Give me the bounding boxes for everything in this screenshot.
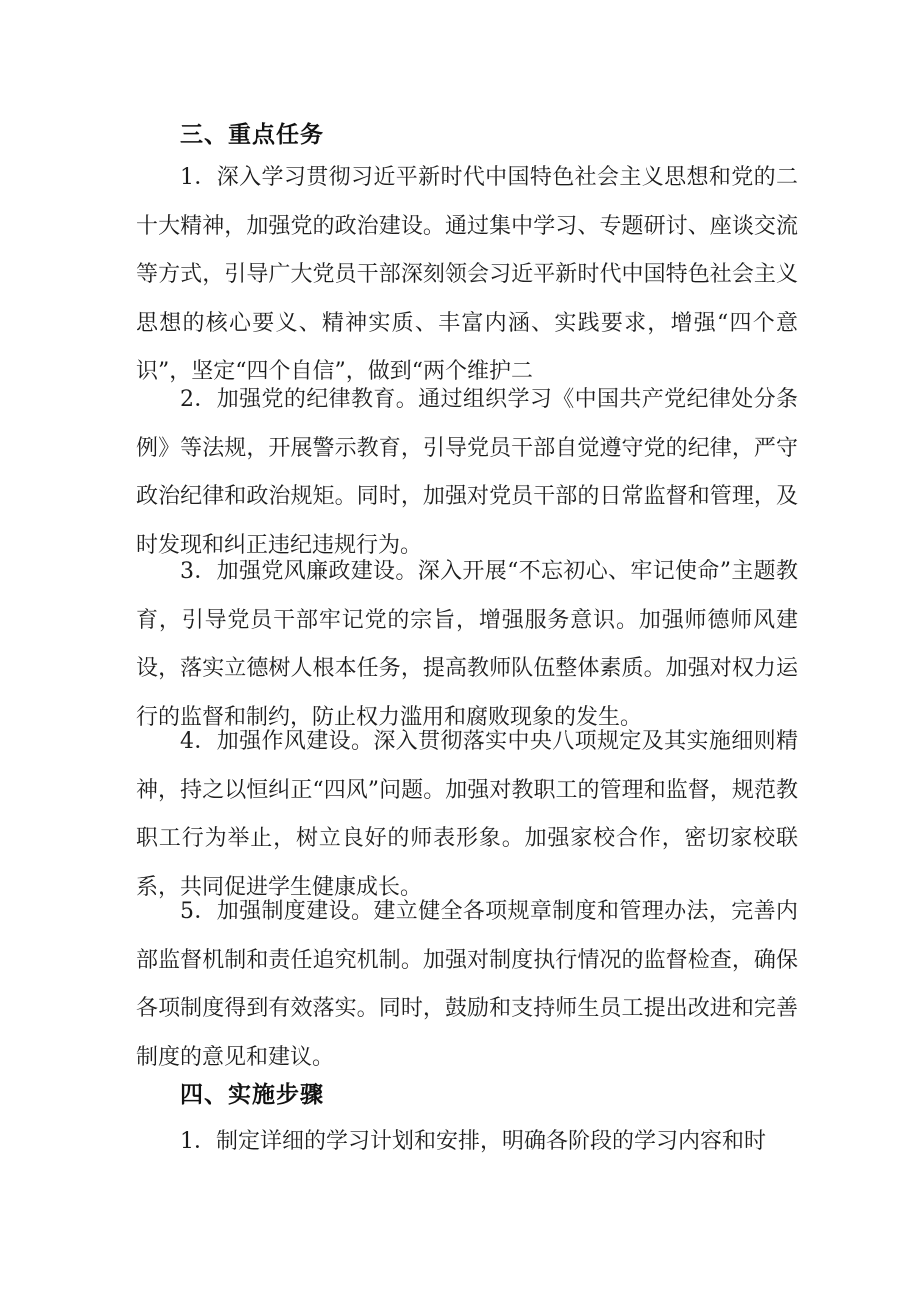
task-paragraph-3: 3．加强党风廉政建设。深入开展“不忘初心、牢记使命”主题教育，引导党员干部牢记党的宗旨，增强服务意识。加强师德师风建设，落实立德树人根本任务，提高教师队伍整体素质。加强对权力运行的监督和制约，防止权力滥用和腐败现象的发生。 — [136, 559, 798, 730]
section-heading-key-tasks: 三、重点任务 — [180, 122, 324, 148]
section-heading-implementation-steps: 四、实施步骤 — [180, 1082, 324, 1108]
task-paragraph-5: 5．加强制度建设。建立健全各项规章制度和管理办法，完善内部监督机制和责任追究机制。加强对制度执行情况的监督检查，确保各项制度得到有效落实。同时，鼓励和支持师生员工提出改进和完善制度的意见和建议。 — [136, 899, 798, 1070]
task-paragraph-1: 1．深入学习贯彻习近平新时代中国特色社会主义思想和党的二十大精神，加强党的政治建设。通过集中学习、专题研讨、座谈交流等方式，引导广大党员干部深刻领会习近平新时代中国特色社会主义思想的核心要义、精神实质、丰富内涵、实践要求，增强“四个意识”，坚定“四个自信”，做到“两个维护二 — [136, 165, 798, 385]
step-paragraph-1: 1．制定详细的学习计划和安排，明确各阶段的学习内容和时 — [180, 1129, 766, 1154]
task-paragraph-4: 4．加强作风建设。深入贯彻落实中央八项规定及其实施细则精神，持之以恒纠正“四风”问题。加强对教职工的管理和监督，规范教职工行为举止，树立良好的师表形象。加强家校合作，密切家校联系，共同促进学生健康成长。 — [136, 729, 798, 900]
task-paragraph-2: 2．加强党的纪律教育。通过组织学习《中国共产党纪律处分条例》等法规，开展警示教育，引导党员干部自觉遵守党的纪律，严守政治纪律和政治规矩。同时，加强对党员干部的日常监督和管理，及时发现和纠正违纪违规行为。 — [136, 387, 798, 558]
